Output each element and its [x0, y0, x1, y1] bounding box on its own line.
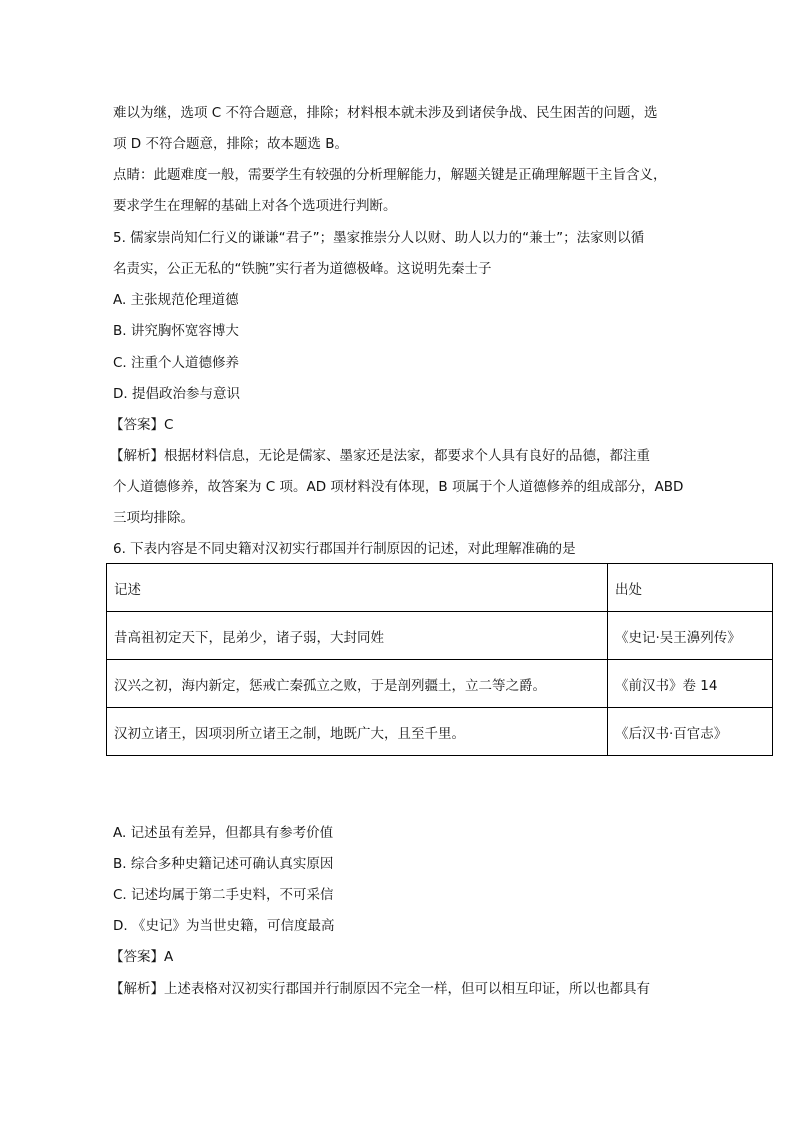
table-header-row: [107, 564, 773, 612]
q5-option-a: A. 主张规范伦理道德: [113, 292, 239, 308]
table-cell: 《前汉书》卷 14: [608, 660, 773, 708]
paragraph-line: 难以为继，选项 C 不符合题意，排除；材料根本就未涉及到诸侯争战、民生困苦的问题，选: [113, 105, 658, 121]
table-cell: 汉兴之初，海内新定，惩戒亡秦孤立之败，于是剖列疆土，立二等之爵。: [107, 660, 608, 708]
source-table: [106, 563, 773, 756]
q6-option-d: D. 《史记》为当世史籍，可信度最高: [113, 918, 335, 934]
q5-option-d: D. 提倡政治参与意识: [113, 386, 240, 402]
q6-analysis: 【解析】上述表格对汉初实行郡国并行制原因不完全一样，但可以相互印证，所以也都具有: [110, 981, 650, 997]
paragraph-line: 项 D 不符合题意，排除；故本题选 B。: [113, 136, 349, 152]
q5-option-b: B. 讲究胸怀宽容博大: [113, 323, 239, 339]
question-5-stem: 名责实，公正无私的“铁腕”实行者为道德极峰。这说明先秦士子: [113, 261, 492, 277]
q6-answer: 【答案】A: [110, 949, 174, 965]
comment-line: 点睛：此题难度一般，需要学生有较强的分析理解能力，解题关键是正确理解题干主旨含义，: [113, 167, 667, 183]
q6-option-c: C. 记述均属于第二手史料，不可采信: [113, 887, 334, 903]
table-row: [107, 660, 773, 708]
comment-line: 要求学生在理解的基础上对各个选项进行判断。: [113, 198, 397, 214]
table-header-cell: 记述: [107, 564, 608, 612]
question-5-stem: 5. 儒家崇尚知仁行义的谦谦“君子”；墨家推崇分人以财、助人以力的“兼士”；法家则以循: [113, 230, 645, 246]
table-cell: 《后汉书·百官志》: [608, 708, 773, 756]
table-cell: 《史记·吴王濞列传》: [608, 612, 773, 660]
q5-answer: 【答案】C: [110, 417, 174, 433]
q5-option-c: C. 注重个人道德修养: [113, 355, 240, 371]
table-row: [107, 612, 773, 660]
q5-analysis: 三项均排除。: [113, 510, 194, 526]
table-cell: 昔高祖初定天下，昆弟少，诸子弱，大封同姓: [107, 612, 608, 660]
table-header-cell: 出处: [608, 564, 773, 612]
question-6-stem: 6. 下表内容是不同史籍对汉初实行郡国并行制原因的记述，对此理解准确的是: [113, 541, 576, 557]
q6-option-b: B. 综合多种史籍记述可确认真实原因: [113, 856, 334, 872]
q5-analysis: 个人道德修养，故答案为 C 项。AD 项材料没有体现，B 项属于个人道德修养的组成部分，ABD: [113, 479, 684, 495]
table-cell: 汉初立诸王，因项羽所立诸王之制，地既广大，且至千里。: [107, 708, 608, 756]
q6-option-a: A. 记述虽有差异，但都具有参考价值: [113, 825, 334, 841]
q5-analysis: 【解析】根据材料信息，无论是儒家、墨家还是法家，都要求个人具有良好的品德，都注重: [110, 448, 650, 464]
table-row: [107, 708, 773, 756]
